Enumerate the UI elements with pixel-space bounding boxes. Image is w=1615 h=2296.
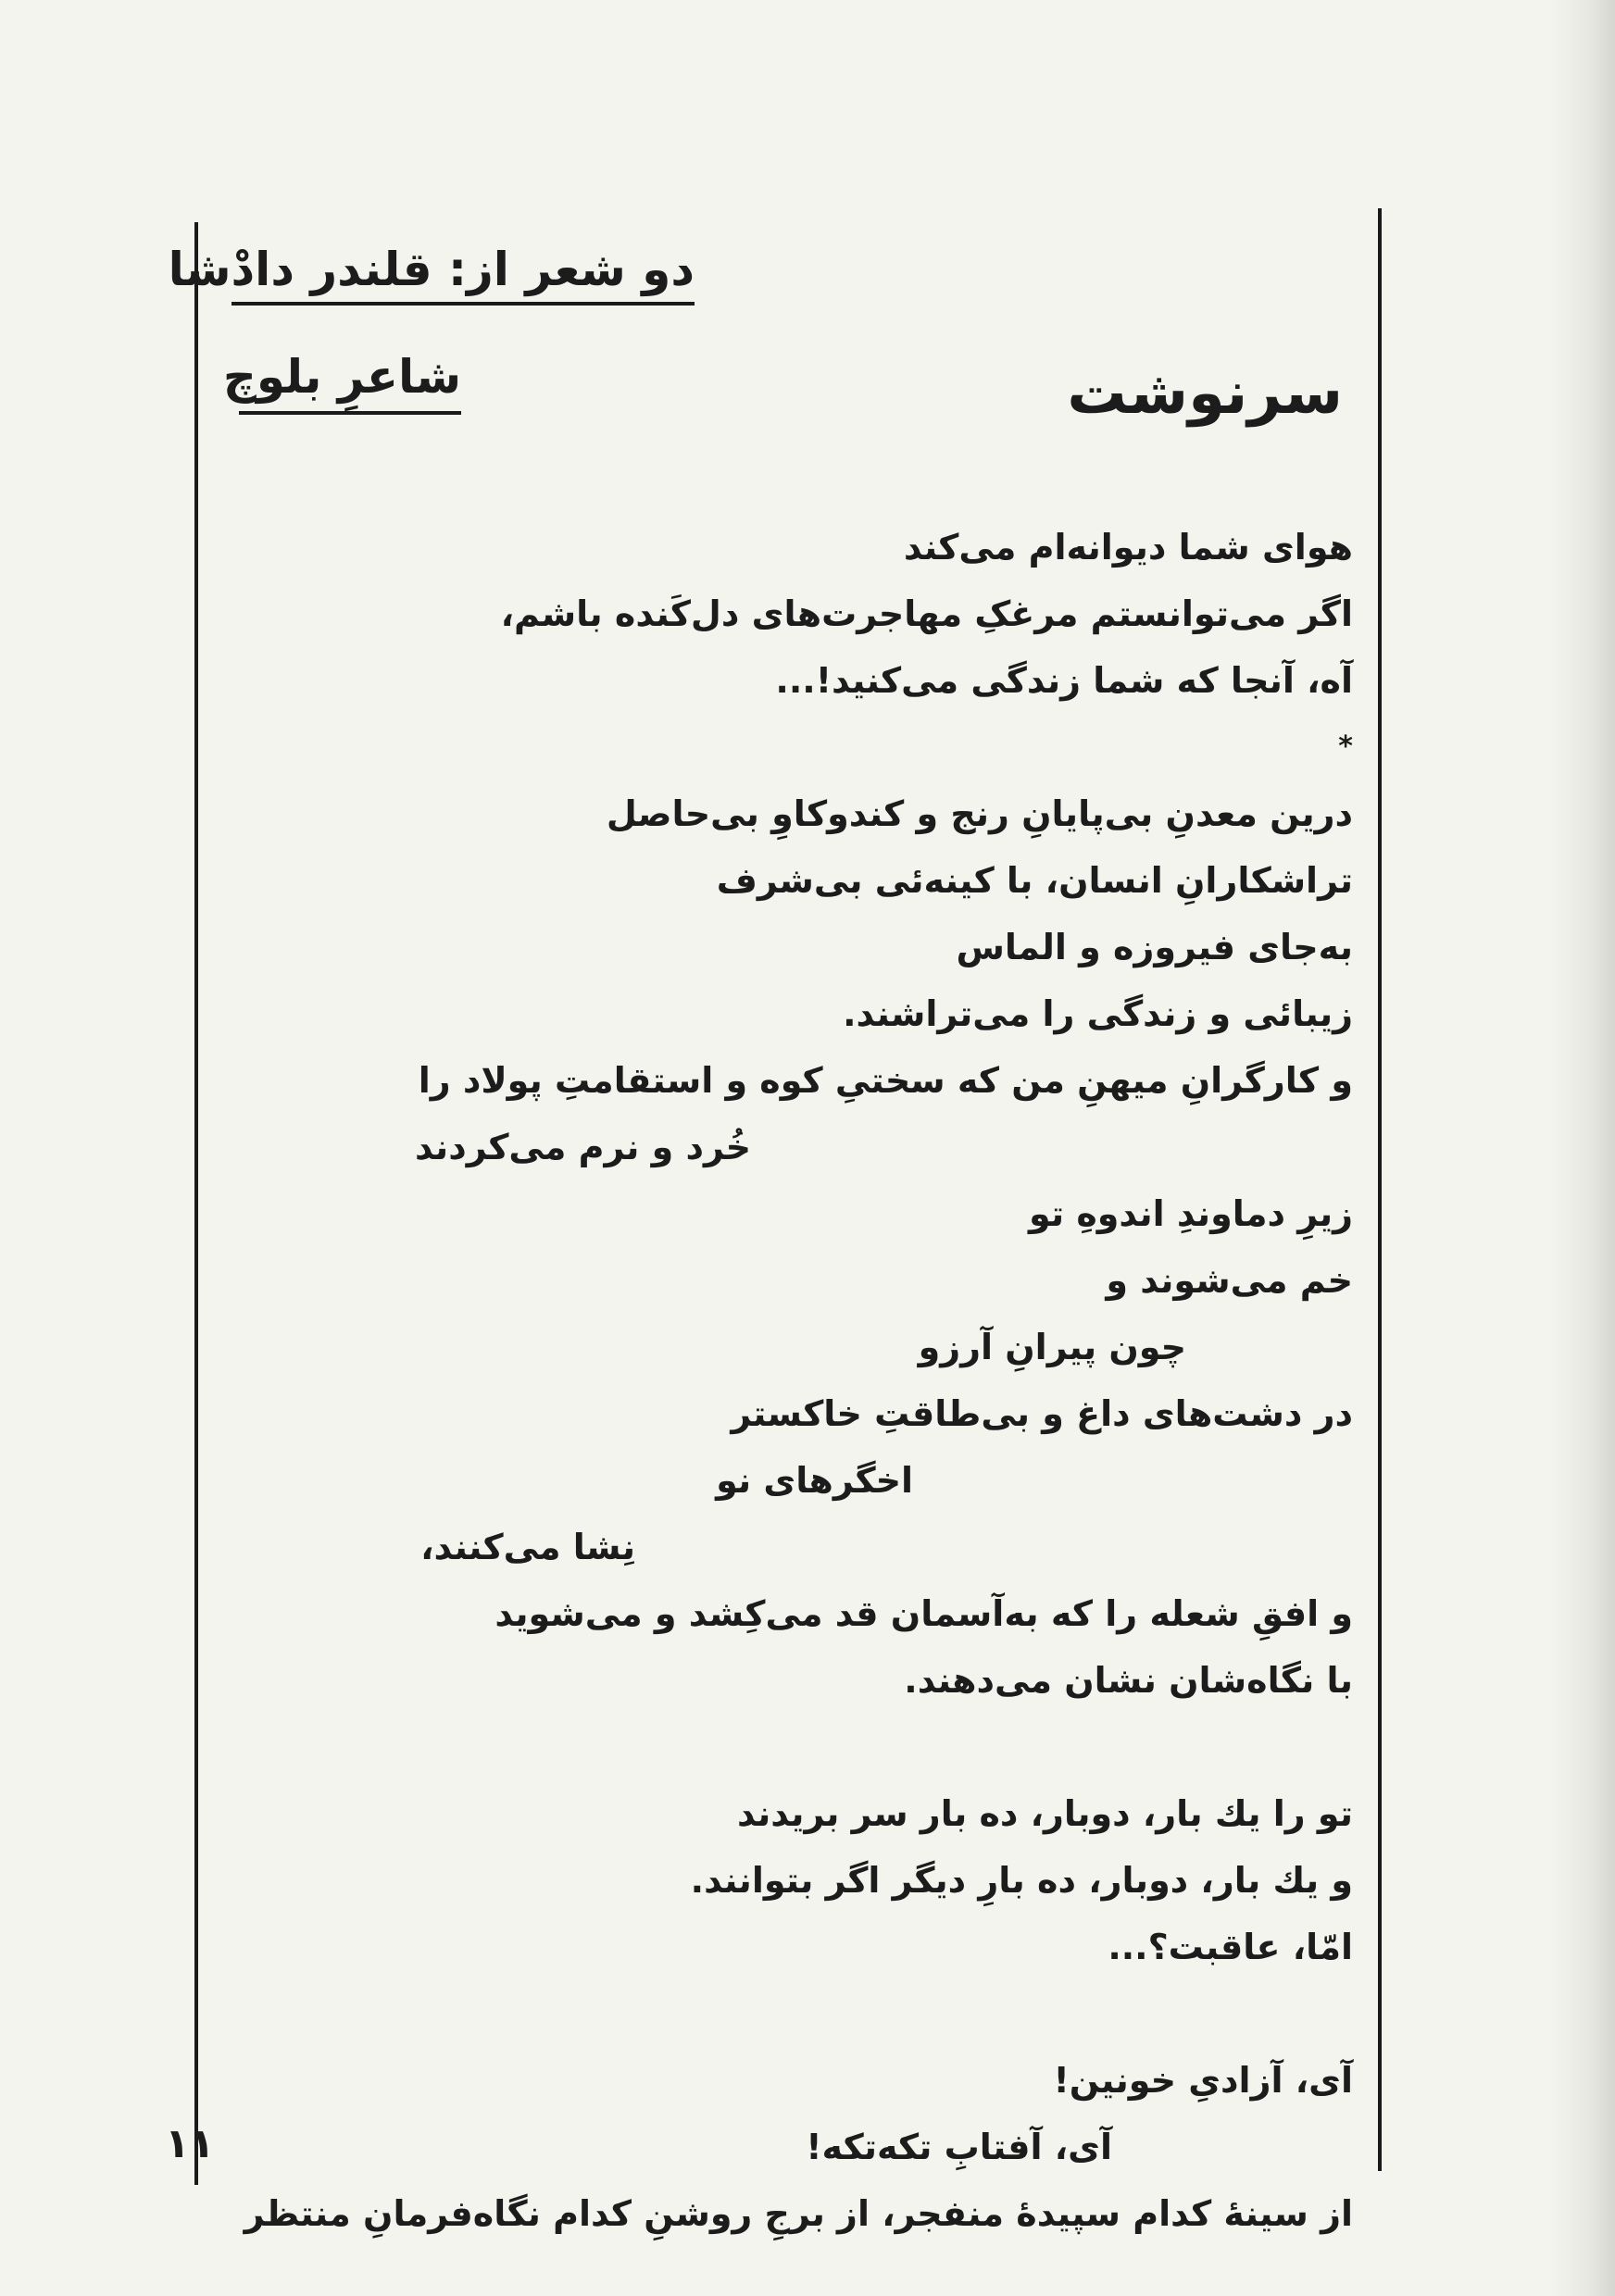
poem-line: هوای شما دیوانه‌ام می‌کند [903, 527, 1353, 568]
poem-line: و کارگرانِ میهنِ من که سختیِ کوه و استقامتِ پولاد را [418, 1060, 1353, 1101]
poem-title: سرنوشت [1067, 359, 1343, 428]
poem-line: زیرِ دماوندِ اندوهِ تو [1029, 1193, 1353, 1234]
series-heading: دو شعر از: قلندر دادْشا [232, 243, 695, 306]
poem-line: خم می‌شوند و [1106, 1260, 1353, 1301]
poem-line: تراشکارانِ انسان، با کینه‌ئی بی‌شرف [716, 860, 1353, 901]
page-edge-shadow [1550, 0, 1615, 2296]
poem-line [214, 1714, 1353, 1780]
poem-line: زیبائی و زندگی را می‌تراشند. [843, 993, 1353, 1034]
poem-line: آی، آزادیِ خونین! [1053, 2060, 1353, 2101]
poem-line: از سینهٔ کدام سپیدهٔ منفجر، از برجِ روشنِ کدام نگاه‌فرمانِ منتظر [244, 2193, 1353, 2234]
poem-line: و یك بار، دوبار، ده بارِ دیگر اگر بتوانند. [690, 1860, 1353, 1901]
poem-line: اخگرهای نو [716, 1460, 913, 1501]
poem-body [214, 514, 1353, 2247]
poem-line: اگر می‌توانستم مرغکِ مهاجرت‌های دل‌کَنده باشم، [500, 593, 1353, 634]
poem-line: در دشت‌های داغ و بی‌طاقتِ خاکستر [731, 1393, 1353, 1434]
poem-line: * [1338, 730, 1353, 763]
poem-line: آی، آفتابِ تکه‌تکه! [806, 2127, 1112, 2167]
poem-line: درین معدنِ بی‌پایانِ رنج و کندوکاوِ بی‌حاصل [606, 793, 1353, 834]
poem-line: چون پیرانِ آرزو [918, 1327, 1186, 1367]
poem-line: و افقِ شعله را که به‌آسمان قد می‌کِشد و می‌شوید [495, 1593, 1353, 1634]
poem-line: به‌جای فیروزه و الماس [956, 927, 1353, 967]
left-column-rule [194, 222, 198, 2185]
poet-subtitle: شاعرِ بلوچ [239, 350, 461, 415]
poem-line: امّا، عاقبت؟... [1108, 1927, 1353, 1967]
right-column-rule [1378, 208, 1382, 2171]
poem-line: نِشا می‌کنند، [420, 1527, 635, 1567]
page-number: ۱۱ [165, 2120, 215, 2167]
poem-line: آه، آنجا که شما زندگی می‌کنید!... [775, 660, 1353, 701]
poem-line: خُرد و نرم می‌کردند [414, 1127, 751, 1167]
poem-line [214, 1980, 1353, 2047]
poem-line: با نگاه‌شان نشان می‌دهند. [904, 1660, 1353, 1701]
poem-line: تو را یك بار، دوبار، ده بار سر بریدند [737, 1793, 1353, 1834]
